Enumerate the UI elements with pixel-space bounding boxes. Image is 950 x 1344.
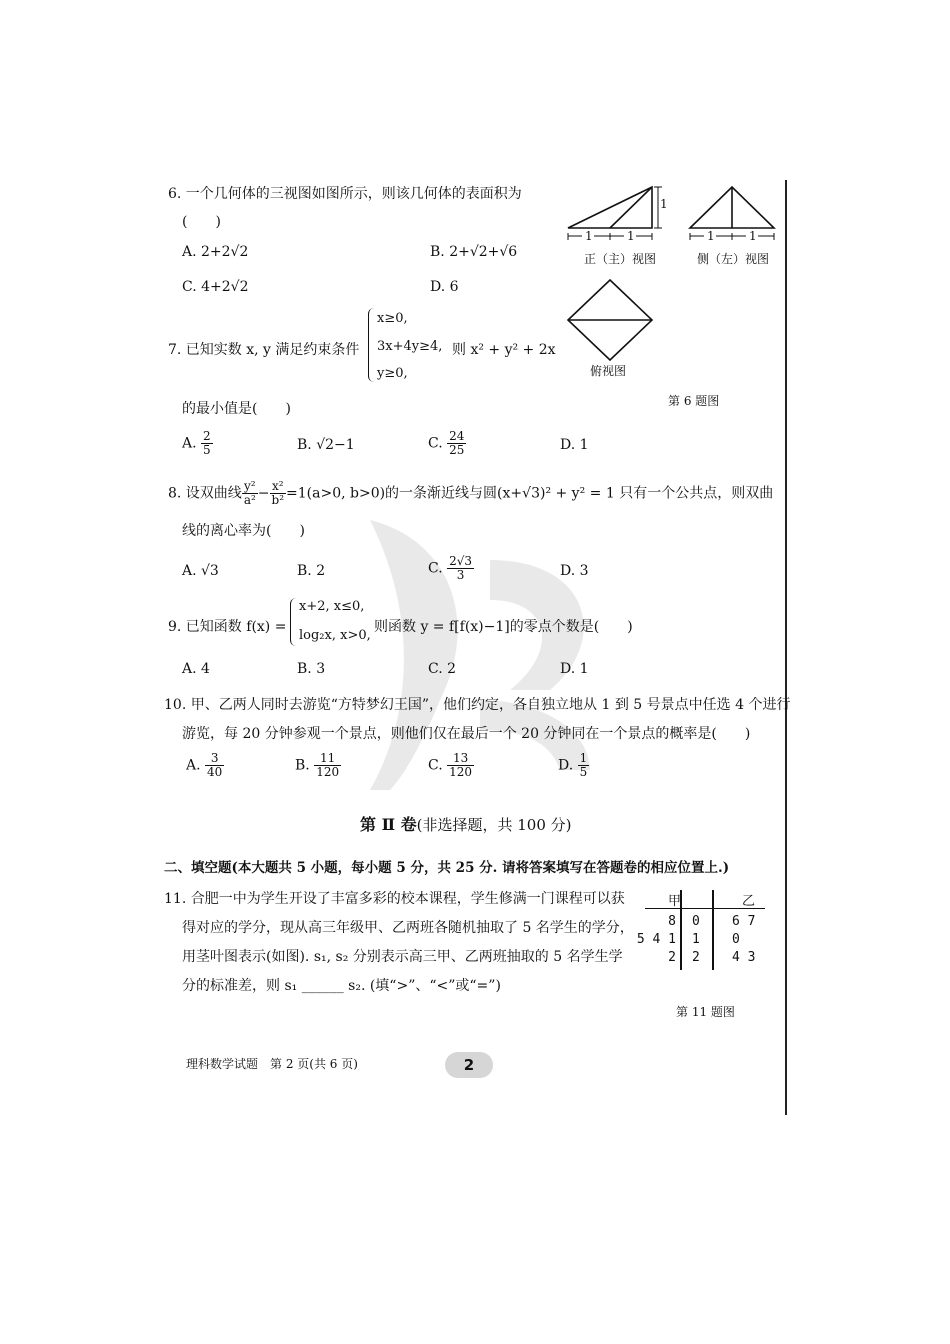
side-view-drawing [690, 187, 774, 240]
q11-line2: 得对应的学分，现从高三年级甲、乙两班各随机抽取了 5 名学生的学分， [182, 920, 634, 936]
stemleaf-row-left: 5 4 1 [636, 932, 676, 947]
q7-option-a: A. $\frac{2}{5}$ [182, 429, 211, 457]
q9-option-a: A. 4 [182, 661, 210, 677]
dim-side-left: 1 [707, 229, 715, 243]
q7-brace [368, 308, 377, 382]
q9-case-2: log₂x, x>0, [299, 628, 371, 643]
q8-option-b: B. 2 [297, 563, 326, 579]
q9-option-c: C. 2 [428, 661, 457, 677]
stemleaf-head-left: 甲 [668, 894, 682, 909]
stemleaf-row-left: 8 [668, 914, 676, 929]
q6-three-view-figure [560, 180, 780, 390]
q10-option-b: B. $\frac{11}{120}$ [295, 751, 340, 779]
q7-stem-post: 则 x² + y² + 2x [452, 342, 556, 358]
q11-line3: 用茎叶图表示(如图). s₁, s₂ 分别表示高三甲、乙两班抽取的 5 名学生学 [182, 949, 623, 965]
top-view-drawing [568, 280, 652, 360]
stemleaf-row-stem: 1 [692, 932, 700, 947]
q11-line4: 分的标准差，则 s₁ ______ s₂. (填“>”、“<”或“=”) [182, 978, 501, 994]
q6-option-a: A. 2+2√2 [182, 244, 249, 260]
q6-option-b: B. 2+√2+√6 [430, 244, 518, 260]
q6-option-c: C. 4+2√2 [182, 279, 249, 295]
q11-figure-caption: 第 11 题图 [676, 1005, 735, 1019]
side-view-label: 侧（左）视图 [697, 252, 770, 266]
q9-option-b: B. 3 [297, 661, 326, 677]
part2-title: 第 Ⅱ 卷(非选择题，共 100 分) [360, 815, 572, 834]
dim-front-right: 1 [627, 229, 635, 243]
right-margin-line [785, 180, 787, 1115]
stemleaf-row-stem: 0 [692, 914, 700, 929]
q9-stem-pre: 9. 已知函数 f(x) = [168, 619, 287, 635]
q7-stem-line2: 的最小值是( ) [182, 401, 291, 417]
dim-height-label: 1 [660, 197, 668, 211]
q7-constraint-1: x≥0, [377, 311, 408, 326]
q8-option-c: C. $\frac{2√3}{3}$ [428, 554, 473, 582]
q9-option-d: D. 1 [560, 661, 589, 677]
q7-option-c: C. $\frac{24}{25}$ [428, 429, 465, 457]
stemleaf-row-right: 4 3 [732, 950, 756, 965]
q7-option-d: D. 1 [560, 437, 589, 453]
q8-stem-line2: 线的离心率为( ) [182, 523, 305, 539]
q7-constraint-2: 3x+4y≥4, [377, 339, 443, 354]
q6-paren: ( ) [182, 214, 221, 230]
q7-constraint-3: y≥0, [377, 366, 408, 381]
q6-option-d: D. 6 [430, 279, 459, 295]
stemleaf-row-right: 6 7 [732, 914, 756, 929]
q11-line1: 11. 合肥一中为学生开设了丰富多彩的校本课程，学生修满一门课程可以获 [164, 891, 625, 907]
dim-side-right: 1 [749, 229, 757, 243]
q10-option-a: A. $\frac{3}{40}$ [186, 751, 223, 779]
q9-brace [290, 598, 299, 646]
q7-stem-pre: 7. 已知实数 x, y 满足约束条件 [168, 342, 360, 358]
front-view-label: 正（主）视图 [584, 252, 657, 266]
stemleaf-head-right: 乙 [742, 894, 756, 909]
dim-front-left: 1 [585, 229, 593, 243]
q7-option-b: B. √2−1 [297, 437, 355, 453]
q9-stem-post: 则函数 y = f[f(x)−1]的零点个数是( ) [374, 619, 633, 635]
page-number-badge: 2 [445, 1052, 493, 1078]
q10-stem-line2: 游览，每 20 分钟参观一个景点，则他们仅在最后一个 20 分钟同在一个景点的概率是( ) [182, 726, 751, 742]
q8-stem: 8. 设双曲线 $\frac{\text{y²}}{\text{a²}}$ − $\frac{\text{x²}}{\text{b²}}$ =1(a>0, b>0)的一条渐近线与圆(x+√3)² + y² = 1 只有一个公共点，则双曲 [168, 479, 774, 507]
q6-figure-caption: 第 6 题图 [668, 394, 720, 408]
q8-option-a: A. √3 [182, 563, 219, 579]
top-view-label: 俯视图 [590, 364, 627, 378]
q10-stem-line1: 10. 甲、乙两人同时去游览“方特梦幻王国”，他们约定，各自独立地从 1 到 5 号景点中任选 4 个进行 [164, 697, 791, 713]
section2-heading: 二、填空题(本大题共 5 小题，每小题 5 分，共 25 分. 请将答案填写在答题卷的相应位置上.) [164, 860, 730, 876]
q9-case-1: x+2, x≤0, [299, 599, 365, 614]
stem-line-right [712, 890, 714, 970]
q10-option-d: D. $\frac{1}{5}$ [558, 751, 588, 779]
q6-stem: 6. 一个几何体的三视图如图所示，则该几何体的表面积为 [168, 186, 522, 202]
q8-option-d: D. 3 [560, 563, 589, 579]
q10-option-c: C. $\frac{13}{120}$ [428, 751, 473, 779]
stemleaf-row-left: 2 [668, 950, 676, 965]
stemleaf-row-stem: 2 [692, 950, 700, 965]
stemleaf-row-right: 0 [732, 932, 740, 947]
footer-text: 理科数学试题 第 2 页(共 6 页) [186, 1057, 358, 1071]
